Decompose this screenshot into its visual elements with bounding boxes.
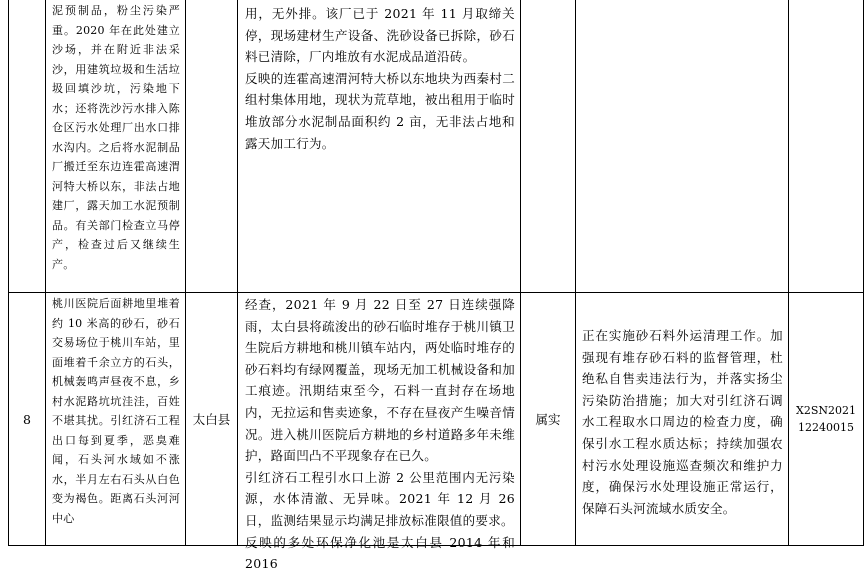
prev-complaint-cell	[52, 1, 180, 291]
complaint-code: X2SN202112240015	[796, 404, 856, 434]
complaint-text: 桃川医院后面耕地里堆着约 10 米高的砂石，砂石交易场位于桃川车站，里面堆着千余立方的石头，机械轰鸣声昼夜不息，乡村水泥路坑坑洼洼，百姓不堪其扰。引红济石工程出口每到夏季，恶臭难闻，石头河水域如不涨水，半月左右石头从白色变为褐色。距离石头河河中心	[52, 297, 180, 525]
verdict-cell	[521, 293, 575, 545]
row-number: 8	[23, 411, 31, 427]
findings-paragraph-3: 反映的多处环保净化池是太白县 2014 年和 2016	[245, 534, 515, 572]
prev-findings-paragraph-1: 用，无外排。该厂已于 2021 年 11 月取缔关停，现场建材生产设备、洗砂设备已拆除，砂石料已清除，厂内堆放有水泥成品道沿砖。	[245, 6, 515, 65]
findings-paragraph-1: 经查，2021 年 9 月 22 日至 27 日连续强降雨，太白县将疏浚出的砂石临时堆存于桃川镇卫生院后方耕地和桃川镇车站内，两处临时堆存的砂石料均有绿网覆盖，现场无加工机械设备和加工痕迹。汛期结束至今，石料一直封存在场地内，无拉运和售卖迹象，不存在昼夜产生噪音情况。进入桃川医院后方耕地的乡村道路多年未维护，路面凹凸不平现象存在已久。	[245, 297, 515, 464]
findings-cell	[245, 294, 515, 572]
findings-paragraph-2: 引红济石工程引水口上游 2 公里范围内无污染源，水体清澈、无异味。2021 年 12 月 26 日，监测结果显示均满足排放标准限值的要求。	[245, 469, 515, 528]
prev-complaint-text: 泥预制品，粉尘污染严重。2020 年在此处建立沙场，并在附近非法采沙，用建筑垃圾和生活垃圾回填沙坑，污染地下水；还将洗沙污水排入陈仓区污水处理厂出水口排水沟内。之后将水泥制品厂搬迁至东边连霍高速渭河特大桥以东，非法占地建厂，露天加工水泥预制品。有关部门检查立马停产，检查过后又继续生产。	[52, 4, 180, 271]
complaint-cell	[52, 294, 180, 545]
actions-text: 正在实施砂石料外运清理工作。加强现有堆存砂石料的监督管理，杜绝私自售卖违法行为，并落实扬尘污染防治措施；加大对引红济石调水工程取水口周边的检查力度，确保引水工程水质达标；持续加强农村污水处理设施巡查频次和维护力度，确保污水处理设施正常运行，保障石头河流域水质安全。	[582, 328, 783, 516]
prev-findings-cell	[245, 3, 515, 291]
row-divider	[8, 292, 864, 293]
prev-findings-paragraph-2: 反映的连霍高速渭河特大桥以东地块为西秦村二组村集体用地，现状为荒草地，被出租用于临时堆放部分水泥制品面积约 2 亩，无非法占地和露天加工行为。	[245, 70, 515, 151]
district-name: 太白县	[192, 412, 231, 427]
grid-line-col5	[575, 0, 576, 546]
actions-cell	[582, 325, 783, 525]
district-cell	[186, 293, 237, 545]
row-number-cell	[9, 293, 45, 545]
grid-line-col3	[237, 0, 238, 546]
grid-line-col1	[45, 0, 46, 546]
verdict-status: 属实	[535, 412, 561, 427]
code-cell	[789, 293, 863, 545]
